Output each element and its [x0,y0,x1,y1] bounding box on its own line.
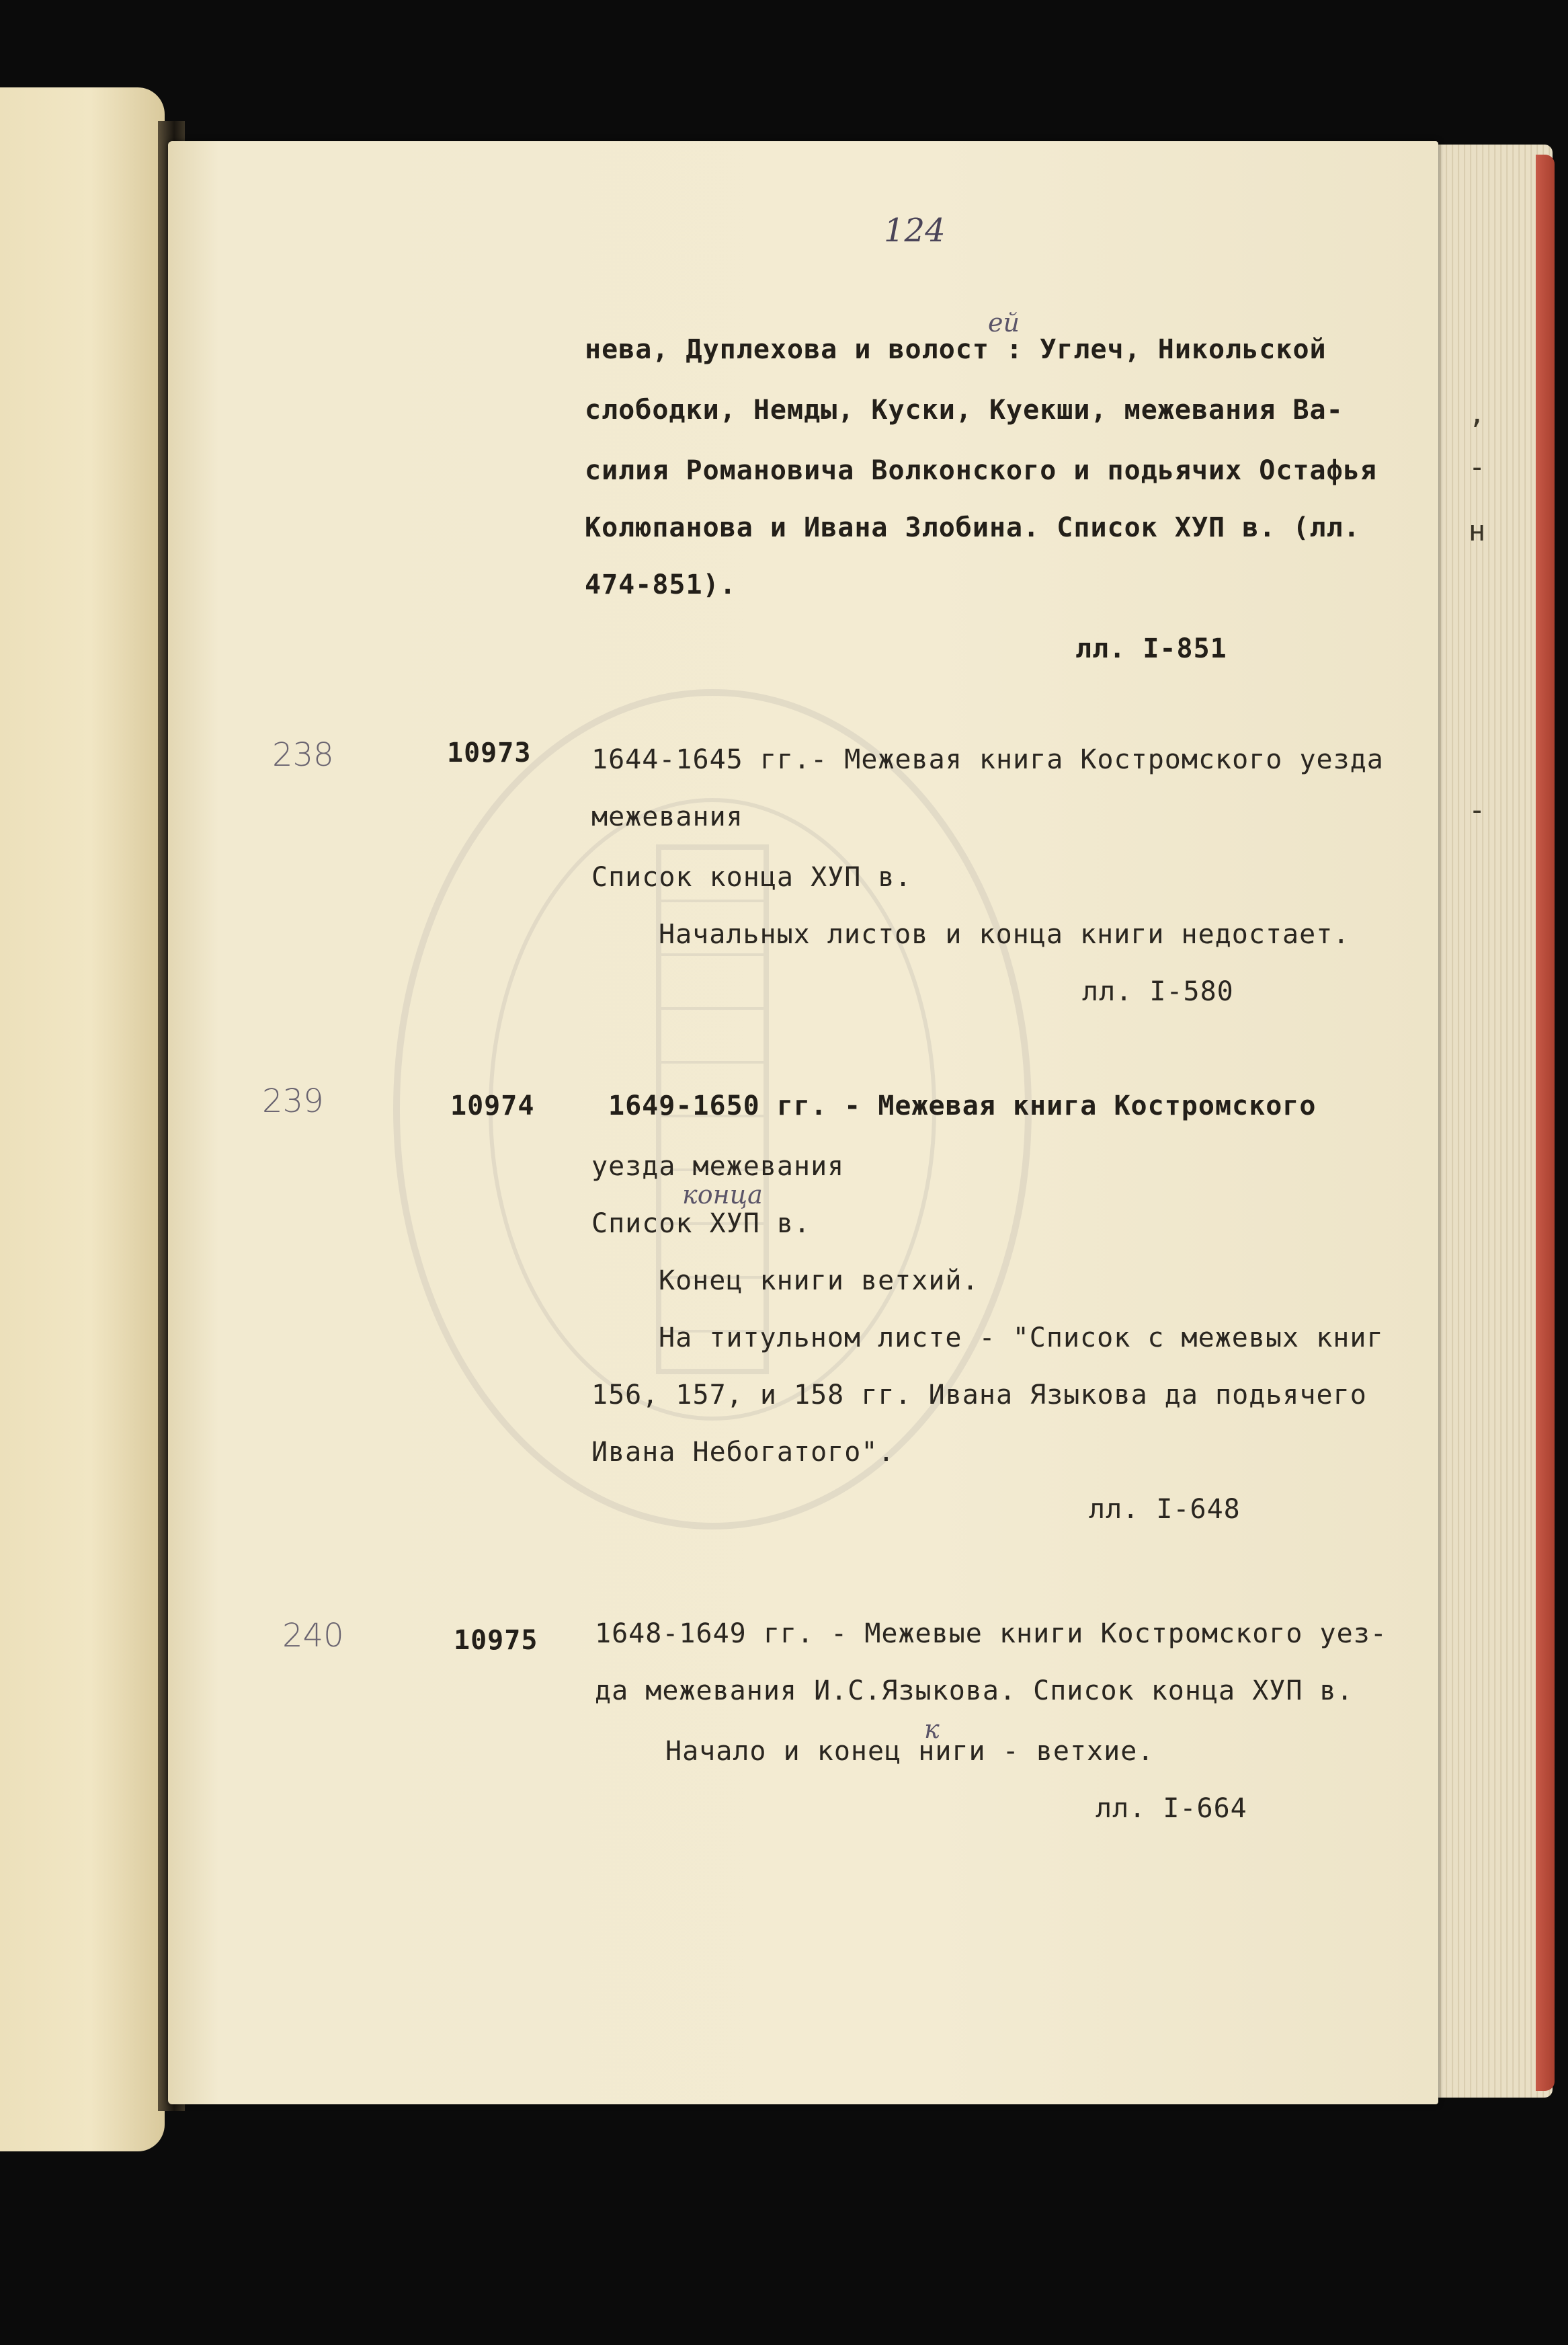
text-line: силия Романовича Волконского и подьячих Остафья [585,455,1377,486]
text-line: да межевания И.С.Языкова. Список конца ХУП в. [595,1675,1354,1706]
text-line: слободки, Немды, Куски, Куекши, межевания Ва- [585,395,1344,426]
text-line: 474-851). [585,569,737,600]
sequence-number: 240 [282,1617,344,1655]
text-line: Колюпанова и Ивана Злобина. Список ХУП в. (лл. [585,512,1360,543]
text-line: нева, Дуплехова и волост : Углеч, Никольской [585,334,1327,365]
handwritten-insert: конца [682,1180,763,1209]
text-line: 1644-1645 гг.- Межевая книга Костромского уезда [591,744,1384,775]
text-line: межевания [591,801,743,832]
sheet-range: лл. I-664 [1096,1793,1247,1824]
text-line: Конец книги ветхий. [659,1265,979,1296]
text-line: Список конца ХУП в. [591,862,912,893]
bleed-mark: - [1469,793,1486,826]
text-line: Начало и конец ниги - ветхие. [665,1736,1155,1767]
sheet-range: лл. I-851 [1075,633,1227,664]
left-page [0,87,165,2151]
record-id: 10975 [454,1625,538,1656]
text-line: 1648-1649 гг. - Межевые книги Костромского уез- [595,1618,1387,1649]
text-line: 156, 157, и 158 гг. Ивана Языкова да подьячего [591,1380,1367,1410]
sequence-number: 239 [262,1082,324,1120]
text-line: На титульном листе - "Список с межевых книг [659,1322,1384,1353]
sheet-range: лл. I-580 [1082,976,1234,1007]
text-line: 1649-1650 гг. - Межевая книга Костромского [608,1090,1317,1121]
text-line: Список ХУП в. [591,1208,811,1239]
handwritten-insert: ей [988,308,1020,337]
sequence-number: 238 [272,736,334,774]
text-line: уезда межевания [591,1151,845,1182]
bleed-mark: н [1469,514,1486,547]
handwritten-insert: к [924,1714,940,1744]
record-id: 10974 [450,1090,535,1121]
sheet-range: лл. I-648 [1089,1494,1241,1525]
cover-edge [1536,155,1555,2091]
text-line: Ивана Небогатого". [591,1437,895,1468]
record-id: 10973 [447,738,532,768]
bleed-mark: - [1469,450,1486,483]
page-number: 124 [884,212,946,249]
bleed-mark: , [1469,397,1486,430]
text-line: Начальных листов и конца книги недостает. [659,919,1350,950]
